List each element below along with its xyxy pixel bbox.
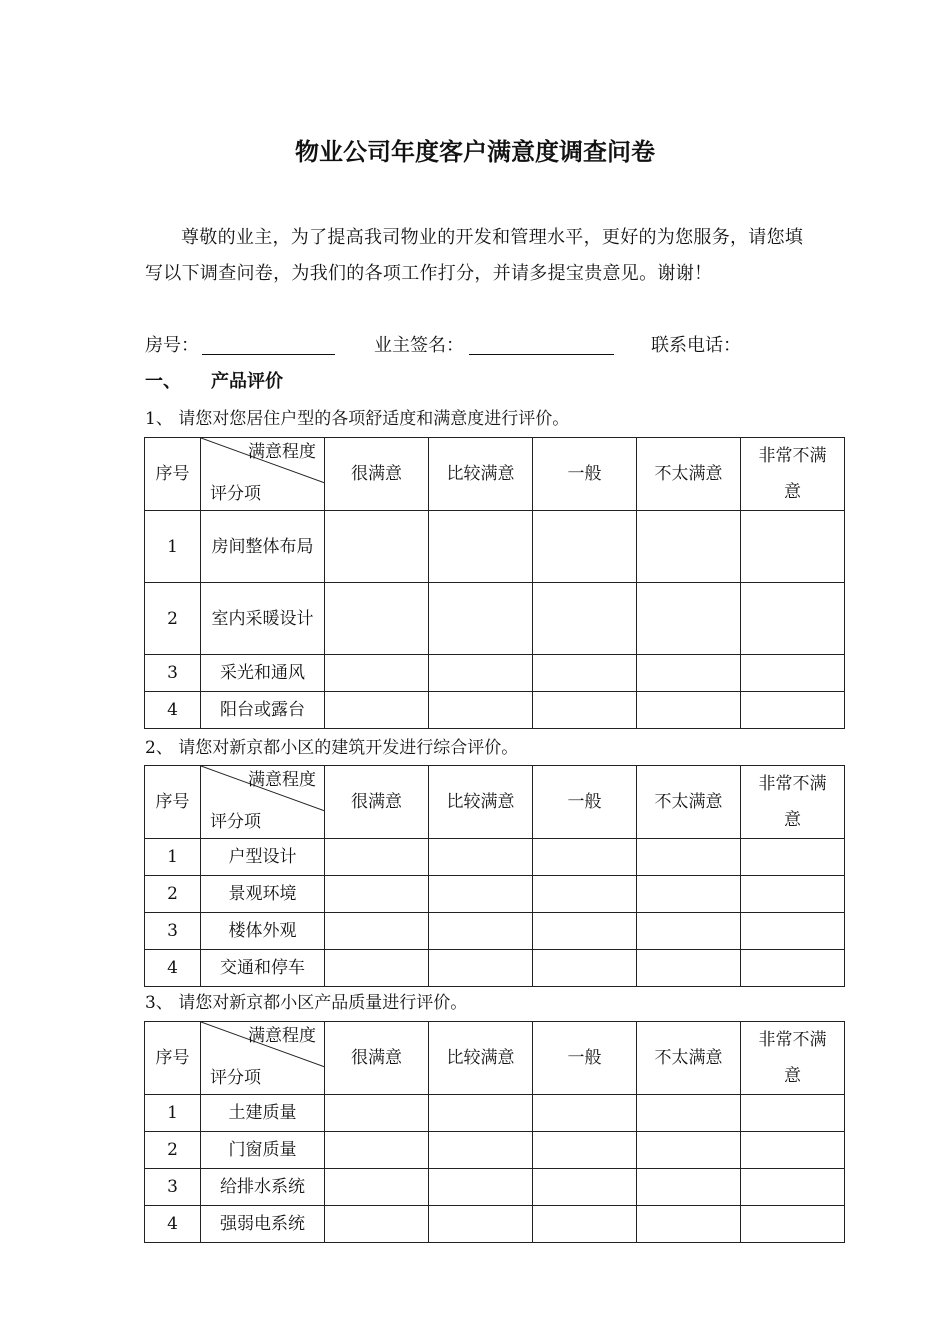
- row-number: 3: [145, 655, 201, 692]
- rating-cell[interactable]: [637, 950, 741, 987]
- table-row: [145, 1095, 845, 1132]
- table-row: [145, 913, 845, 950]
- rating-cell[interactable]: [637, 1095, 741, 1132]
- seq-header: 序号: [145, 1022, 201, 1095]
- owner-info-row: [145, 331, 845, 359]
- question-2-text: 2、 请您对新京都小区的建筑开发进行综合评价。: [145, 738, 519, 758]
- diagonal-header-cell: [201, 1022, 325, 1095]
- row-number: 2: [145, 876, 201, 913]
- rating-cell[interactable]: [741, 655, 845, 692]
- table-row: [145, 876, 845, 913]
- rating-cell[interactable]: [325, 839, 429, 876]
- row-item: 阳台或露台: [201, 692, 325, 729]
- rating-header: 一般: [533, 438, 637, 511]
- row-number: 3: [145, 913, 201, 950]
- table-row: [145, 511, 845, 583]
- room-input-line[interactable]: [202, 354, 335, 355]
- rating-cell[interactable]: [533, 950, 637, 987]
- rating-header: 很满意: [325, 766, 429, 839]
- rating-cell[interactable]: [429, 913, 533, 950]
- row-number: 1: [145, 511, 201, 583]
- rating-cell[interactable]: [429, 1169, 533, 1206]
- rating-cell[interactable]: [637, 876, 741, 913]
- rating-cell[interactable]: [533, 1206, 637, 1243]
- intro-paragraph: 尊敬的业主，为了提高我司物业的开发和管理水平，更好的为您服务，请您填写以下调查问卷，为我们的各项工作打分，并请多提宝贵意见。谢谢！: [145, 227, 804, 284]
- row-number: 1: [145, 1095, 201, 1132]
- rating-cell[interactable]: [637, 1169, 741, 1206]
- rating-header: 非常不满意: [741, 1022, 845, 1095]
- rating-cell[interactable]: [429, 583, 533, 655]
- rating-cell[interactable]: [533, 839, 637, 876]
- rating-cell[interactable]: [637, 1132, 741, 1169]
- rating-cell[interactable]: [741, 692, 845, 729]
- rating-cell[interactable]: [637, 839, 741, 876]
- question-3-text: 3、 请您对新京都小区产品质量进行评价。: [145, 993, 468, 1013]
- rating-cell[interactable]: [533, 876, 637, 913]
- table-row: [145, 692, 845, 729]
- row-number: 3: [145, 1169, 201, 1206]
- table-header-row: [145, 1022, 845, 1095]
- row-item: 楼体外观: [201, 913, 325, 950]
- rating-cell[interactable]: [533, 511, 637, 583]
- rating-header: 很满意: [325, 1022, 429, 1095]
- row-item: 交通和停车: [201, 950, 325, 987]
- rating-cell[interactable]: [429, 511, 533, 583]
- rating-cell[interactable]: [741, 839, 845, 876]
- rating-header: 比较满意: [429, 438, 533, 511]
- rating-cell[interactable]: [741, 511, 845, 583]
- rating-cell[interactable]: [325, 1206, 429, 1243]
- rating-cell[interactable]: [637, 655, 741, 692]
- rating-header: 一般: [533, 1022, 637, 1095]
- owner-sign-input-line[interactable]: [469, 354, 614, 355]
- table-header-row: [145, 438, 845, 511]
- phone-label: 联系电话：: [651, 335, 741, 356]
- rating-cell[interactable]: [325, 655, 429, 692]
- diag-header-top: 满意程度: [248, 770, 316, 790]
- row-number: 4: [145, 950, 201, 987]
- rating-cell[interactable]: [533, 1095, 637, 1132]
- rating-cell[interactable]: [741, 1169, 845, 1206]
- page-title: 物业公司年度客户满意度调查问卷: [295, 138, 655, 166]
- question-1-table: [144, 437, 845, 729]
- table-row: [145, 583, 845, 655]
- rating-header: 比较满意: [429, 1022, 533, 1095]
- rating-cell[interactable]: [533, 583, 637, 655]
- diag-header-top: 满意程度: [248, 442, 316, 462]
- question-3-table: [144, 1021, 845, 1243]
- rating-cell[interactable]: [741, 1132, 845, 1169]
- rating-cell[interactable]: [637, 913, 741, 950]
- rating-cell[interactable]: [637, 511, 741, 583]
- rating-header: 不太满意: [637, 438, 741, 511]
- rating-cell[interactable]: [741, 876, 845, 913]
- room-label: 房号：: [145, 335, 199, 356]
- row-item: 室内采暖设计: [201, 583, 325, 655]
- row-item: 采光和通风: [201, 655, 325, 692]
- row-number: 1: [145, 839, 201, 876]
- row-item: 土建质量: [201, 1095, 325, 1132]
- rating-cell[interactable]: [429, 839, 533, 876]
- rating-cell[interactable]: [533, 1169, 637, 1206]
- table-row: [145, 839, 845, 876]
- rating-cell[interactable]: [637, 1206, 741, 1243]
- rating-cell[interactable]: [429, 876, 533, 913]
- diagonal-header-cell: [201, 438, 325, 511]
- rating-cell[interactable]: [533, 1132, 637, 1169]
- rating-header: 一般: [533, 766, 637, 839]
- rating-cell[interactable]: [741, 913, 845, 950]
- rating-cell[interactable]: [637, 583, 741, 655]
- table-row: [145, 655, 845, 692]
- row-number: 2: [145, 1132, 201, 1169]
- section-heading: [145, 367, 283, 393]
- rating-header: 不太满意: [637, 766, 741, 839]
- table-row: [145, 1169, 845, 1206]
- table-row: [145, 1132, 845, 1169]
- row-item: 门窗质量: [201, 1132, 325, 1169]
- rating-cell[interactable]: [429, 655, 533, 692]
- table-row: [145, 950, 845, 987]
- question-1-text: 1、 请您对您居住户型的各项舒适度和满意度进行评价。: [145, 409, 570, 429]
- rating-header: 比较满意: [429, 766, 533, 839]
- rating-header: 很满意: [325, 438, 429, 511]
- rating-header: 不太满意: [637, 1022, 741, 1095]
- rating-cell[interactable]: [741, 1206, 845, 1243]
- rating-cell[interactable]: [637, 692, 741, 729]
- row-number: 4: [145, 1206, 201, 1243]
- rating-cell[interactable]: [325, 876, 429, 913]
- rating-cell[interactable]: [325, 950, 429, 987]
- diag-header-bottom: 评分项: [210, 812, 261, 832]
- row-number: 2: [145, 583, 201, 655]
- rating-cell[interactable]: [429, 692, 533, 729]
- rating-cell[interactable]: [429, 950, 533, 987]
- table-header-row: [145, 766, 845, 839]
- rating-header: 非常不满意: [741, 766, 845, 839]
- owner-sign-label: 业主签名：: [374, 335, 464, 356]
- rating-cell[interactable]: [325, 1132, 429, 1169]
- rating-cell[interactable]: [533, 655, 637, 692]
- diag-header-bottom: 评分项: [210, 1068, 261, 1088]
- rating-cell[interactable]: [533, 692, 637, 729]
- seq-header: 序号: [145, 438, 201, 511]
- section-number: 一、: [145, 371, 181, 392]
- rating-cell[interactable]: [325, 692, 429, 729]
- diag-header-top: 满意程度: [248, 1026, 316, 1046]
- rating-cell[interactable]: [741, 950, 845, 987]
- row-item: 景观环境: [201, 876, 325, 913]
- seq-header: 序号: [145, 766, 201, 839]
- diag-header-bottom: 评分项: [210, 484, 261, 504]
- question-2-table: [144, 765, 845, 987]
- rating-cell[interactable]: [533, 913, 637, 950]
- rating-header: 非常不满意: [741, 438, 845, 511]
- section-title: 产品评价: [211, 371, 283, 392]
- row-item: 强弱电系统: [201, 1206, 325, 1243]
- rating-cell[interactable]: [429, 1095, 533, 1132]
- rating-cell[interactable]: [325, 511, 429, 583]
- rating-cell[interactable]: [325, 913, 429, 950]
- rating-cell[interactable]: [325, 1095, 429, 1132]
- rating-cell[interactable]: [429, 1206, 533, 1243]
- rating-cell[interactable]: [429, 1132, 533, 1169]
- row-item: 户型设计: [201, 839, 325, 876]
- rating-cell[interactable]: [325, 1169, 429, 1206]
- rating-cell[interactable]: [741, 1095, 845, 1132]
- table-row: [145, 1206, 845, 1243]
- row-item: 给排水系统: [201, 1169, 325, 1206]
- row-item: 房间整体布局: [201, 511, 325, 583]
- rating-cell[interactable]: [325, 583, 429, 655]
- diagonal-header-cell: [201, 766, 325, 839]
- rating-cell[interactable]: [741, 583, 845, 655]
- row-number: 4: [145, 692, 201, 729]
